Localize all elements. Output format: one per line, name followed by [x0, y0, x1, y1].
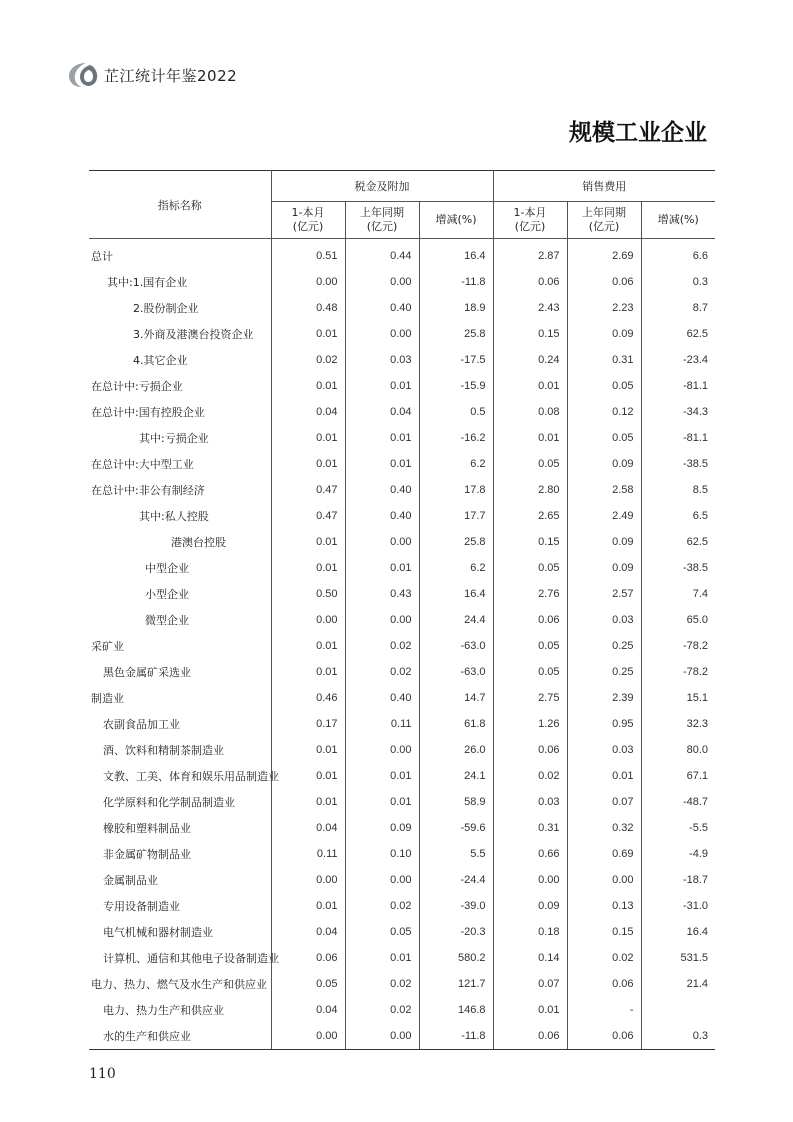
value-cell: 16.4 — [641, 919, 715, 945]
yearbook-logo-icon — [66, 60, 100, 90]
indicator-name: 农副食品加工业 — [103, 718, 180, 731]
value-cell: 0.48 — [271, 295, 345, 321]
value-cell: 0.02 — [345, 633, 419, 659]
value-cell: 0.01 — [493, 425, 567, 451]
value-cell: 0.07 — [567, 789, 641, 815]
table-row — [89, 347, 715, 373]
value-cell: 1.26 — [493, 711, 567, 737]
table-row — [89, 815, 715, 841]
value-cell: -59.6 — [419, 815, 493, 841]
value-cell: 0.01 — [271, 737, 345, 763]
value-cell: 0.01 — [345, 425, 419, 451]
value-cell: 0.05 — [493, 633, 567, 659]
column-header-line: 1-本月 — [291, 206, 325, 219]
value-cell: 17.7 — [419, 503, 493, 529]
table-row — [89, 399, 715, 425]
value-cell: 0.69 — [567, 841, 641, 867]
value-cell: 62.5 — [641, 529, 715, 555]
group-header-tax: 税金及附加 — [271, 171, 493, 202]
indicator-name: 橡胶和塑料制品业 — [103, 822, 191, 835]
indicator-name: 在总计中:亏损企业 — [91, 380, 183, 393]
indicator-name: 电气机械和器材制造业 — [103, 926, 213, 939]
indicator-name: 港澳台控股 — [171, 536, 226, 549]
value-cell: -38.5 — [641, 555, 715, 581]
value-cell: 0.32 — [567, 815, 641, 841]
table-row — [89, 239, 715, 270]
value-cell: 0.06 — [493, 1023, 567, 1050]
value-cell: 6.2 — [419, 555, 493, 581]
table-row — [89, 763, 715, 789]
indicator-name: 在总计中:大中型工业 — [91, 458, 194, 471]
value-cell: 2.57 — [567, 581, 641, 607]
value-cell: 0.10 — [345, 841, 419, 867]
value-cell: 0.13 — [567, 893, 641, 919]
value-cell: - — [567, 997, 641, 1023]
value-cell: 0.01 — [493, 997, 567, 1023]
table-row — [89, 919, 715, 945]
value-cell: -78.2 — [641, 659, 715, 685]
table-row — [89, 997, 715, 1023]
value-cell: 0.05 — [271, 971, 345, 997]
value-cell: 2.75 — [493, 685, 567, 711]
value-cell: -4.9 — [641, 841, 715, 867]
value-cell: 0.00 — [271, 269, 345, 295]
table-row — [89, 269, 715, 295]
value-cell: 0.05 — [567, 425, 641, 451]
value-cell: 0.01 — [271, 893, 345, 919]
table-row — [89, 659, 715, 685]
value-cell: 0.03 — [567, 607, 641, 633]
value-cell: 0.44 — [345, 239, 419, 270]
value-cell: -48.7 — [641, 789, 715, 815]
table-row — [89, 971, 715, 997]
value-cell: -78.2 — [641, 633, 715, 659]
value-cell: 0.06 — [493, 269, 567, 295]
value-cell: 0.01 — [271, 789, 345, 815]
section-title: 规模工业企业 — [569, 119, 707, 146]
column-header — [271, 202, 345, 239]
value-cell: 67.1 — [641, 763, 715, 789]
value-cell: 0.08 — [493, 399, 567, 425]
value-cell: 0.95 — [567, 711, 641, 737]
value-cell: 0.02 — [345, 997, 419, 1023]
value-cell: 0.01 — [271, 529, 345, 555]
value-cell: 0.15 — [567, 919, 641, 945]
value-cell: 6.6 — [641, 239, 715, 270]
value-cell: 0.40 — [345, 503, 419, 529]
value-cell: 2.39 — [567, 685, 641, 711]
value-cell: 0.43 — [345, 581, 419, 607]
value-cell: 2.69 — [567, 239, 641, 270]
column-header-line: (亿元) — [588, 220, 620, 233]
value-cell: -81.1 — [641, 373, 715, 399]
value-cell: -18.7 — [641, 867, 715, 893]
value-cell: 0.47 — [271, 503, 345, 529]
value-cell: 0.47 — [271, 477, 345, 503]
value-cell: 0.01 — [271, 633, 345, 659]
value-cell: 146.8 — [419, 997, 493, 1023]
value-cell: 25.8 — [419, 529, 493, 555]
indicator-name: 计算机、通信和其他电子设备制造业 — [103, 952, 279, 965]
value-cell: 0.40 — [345, 685, 419, 711]
book-title: 芷江统计年鉴2022 — [104, 66, 238, 85]
indicator-name: 3.外商及港澳台投资企业 — [133, 328, 254, 341]
value-cell: 8.5 — [641, 477, 715, 503]
indicator-name: 酒、饮料和精制茶制造业 — [103, 744, 224, 757]
value-cell: 18.9 — [419, 295, 493, 321]
value-cell: 0.02 — [567, 945, 641, 971]
value-cell: 0.05 — [493, 659, 567, 685]
value-cell: 0.02 — [493, 763, 567, 789]
statistics-table — [89, 170, 715, 1050]
column-header — [345, 202, 419, 239]
value-cell: 0.06 — [567, 1023, 641, 1050]
indicator-name: 其中:私人控股 — [139, 510, 209, 523]
column-header-line: 上年同期 — [582, 206, 627, 219]
value-cell: 16.4 — [419, 581, 493, 607]
value-cell: 0.25 — [567, 633, 641, 659]
page-number: 110 — [89, 1066, 116, 1082]
value-cell: 0.01 — [345, 789, 419, 815]
table-row — [89, 711, 715, 737]
value-cell: 0.07 — [493, 971, 567, 997]
value-cell: -38.5 — [641, 451, 715, 477]
value-cell: 6.5 — [641, 503, 715, 529]
column-header — [419, 202, 493, 239]
value-cell: 0.12 — [567, 399, 641, 425]
indicator-name: 微型企业 — [145, 614, 189, 627]
table-row — [89, 607, 715, 633]
table-row — [89, 789, 715, 815]
page-header — [66, 60, 237, 90]
table-row — [89, 841, 715, 867]
value-cell: 0.09 — [567, 529, 641, 555]
value-cell: 0.00 — [345, 1023, 419, 1050]
indicator-name: 采矿业 — [91, 640, 124, 653]
value-cell: 2.80 — [493, 477, 567, 503]
value-cell: 2.43 — [493, 295, 567, 321]
value-cell: -5.5 — [641, 815, 715, 841]
table-row — [89, 295, 715, 321]
value-cell: 2.76 — [493, 581, 567, 607]
value-cell: 0.04 — [271, 919, 345, 945]
table-row — [89, 321, 715, 347]
value-cell: 580.2 — [419, 945, 493, 971]
indicator-name: 2.股份制企业 — [133, 302, 199, 315]
indicator-name: 中型企业 — [145, 562, 189, 575]
value-cell: -31.0 — [641, 893, 715, 919]
value-cell: 0.66 — [493, 841, 567, 867]
column-header-line: 上年同期 — [360, 206, 404, 219]
value-cell: -11.8 — [419, 1023, 493, 1050]
value-cell: 0.15 — [493, 529, 567, 555]
value-cell: 16.4 — [419, 239, 493, 270]
value-cell: 15.1 — [641, 685, 715, 711]
value-cell: 0.02 — [345, 659, 419, 685]
indicator-name-header: 指标名称 — [89, 171, 271, 239]
value-cell: 14.7 — [419, 685, 493, 711]
value-cell: 58.9 — [419, 789, 493, 815]
value-cell: 0.09 — [567, 555, 641, 581]
indicator-name: 金属制品业 — [103, 874, 158, 887]
value-cell: 0.01 — [345, 945, 419, 971]
indicator-name: 专用设备制造业 — [103, 900, 180, 913]
value-cell: 0.31 — [567, 347, 641, 373]
value-cell: 2.49 — [567, 503, 641, 529]
value-cell: 0.00 — [493, 867, 567, 893]
value-cell: 0.11 — [345, 711, 419, 737]
value-cell: 62.5 — [641, 321, 715, 347]
value-cell: 0.00 — [345, 867, 419, 893]
table-row — [89, 373, 715, 399]
value-cell: 32.3 — [641, 711, 715, 737]
value-cell: 0.18 — [493, 919, 567, 945]
value-cell: 0.01 — [271, 555, 345, 581]
value-cell: 0.09 — [345, 815, 419, 841]
value-cell: 0.06 — [493, 737, 567, 763]
value-cell: 0.3 — [641, 269, 715, 295]
value-cell: 0.04 — [271, 815, 345, 841]
value-cell: 2.58 — [567, 477, 641, 503]
table-row — [89, 633, 715, 659]
value-cell: 0.15 — [493, 321, 567, 347]
value-cell: 0.17 — [271, 711, 345, 737]
table-row — [89, 685, 715, 711]
value-cell: -11.8 — [419, 269, 493, 295]
value-cell: 0.06 — [271, 945, 345, 971]
indicator-name: 水的生产和供应业 — [89, 1023, 271, 1050]
value-cell: 0.01 — [493, 373, 567, 399]
value-cell: 0.02 — [271, 347, 345, 373]
value-cell: 0.04 — [271, 997, 345, 1023]
value-cell: -34.3 — [641, 399, 715, 425]
value-cell: 0.01 — [345, 555, 419, 581]
value-cell: 8.7 — [641, 295, 715, 321]
table-row — [89, 581, 715, 607]
value-cell: -20.3 — [419, 919, 493, 945]
value-cell: 0.01 — [271, 425, 345, 451]
indicator-name: 化学原料和化学制品制造业 — [103, 796, 235, 809]
value-cell: 0.02 — [345, 971, 419, 997]
value-cell: 0.50 — [271, 581, 345, 607]
indicator-name: 非金属矿物制品业 — [103, 848, 191, 861]
value-cell: 0.00 — [345, 737, 419, 763]
value-cell: 0.14 — [493, 945, 567, 971]
value-cell: -15.9 — [419, 373, 493, 399]
value-cell: 0.31 — [493, 815, 567, 841]
value-cell: 0.25 — [567, 659, 641, 685]
value-cell: 2.87 — [493, 239, 567, 270]
table-row — [89, 737, 715, 763]
value-cell: 17.8 — [419, 477, 493, 503]
table-row — [89, 451, 715, 477]
value-cell: 0.06 — [567, 971, 641, 997]
value-cell: 0.01 — [271, 451, 345, 477]
value-cell: 0.01 — [271, 763, 345, 789]
indicator-name: 其中:亏损企业 — [139, 432, 209, 445]
value-cell: -81.1 — [641, 425, 715, 451]
value-cell: 0.09 — [567, 451, 641, 477]
value-cell: 0.04 — [271, 399, 345, 425]
table-row — [89, 1023, 715, 1050]
value-cell: 0.00 — [271, 1023, 345, 1050]
value-cell: 0.03 — [345, 347, 419, 373]
value-cell: 25.8 — [419, 321, 493, 347]
column-header — [493, 202, 567, 239]
value-cell: 21.4 — [641, 971, 715, 997]
value-cell: -63.0 — [419, 659, 493, 685]
value-cell: 0.00 — [345, 607, 419, 633]
value-cell: 0.40 — [345, 477, 419, 503]
value-cell: 0.00 — [345, 529, 419, 555]
value-cell: 0.01 — [271, 321, 345, 347]
column-header-line: (亿元) — [514, 220, 546, 233]
value-cell: 0.05 — [493, 555, 567, 581]
value-cell: -16.2 — [419, 425, 493, 451]
table-row — [89, 503, 715, 529]
value-cell: 0.00 — [567, 867, 641, 893]
indicator-name: 总计 — [91, 250, 113, 263]
value-cell — [641, 997, 715, 1023]
value-cell: 0.01 — [345, 763, 419, 789]
indicator-name: 黑色金属矿采选业 — [103, 666, 191, 679]
value-cell: 531.5 — [641, 945, 715, 971]
indicator-name: 4.其它企业 — [133, 354, 188, 367]
table-row — [89, 867, 715, 893]
value-cell: 26.0 — [419, 737, 493, 763]
value-cell: 0.40 — [345, 295, 419, 321]
value-cell: 0.05 — [493, 451, 567, 477]
table-row — [89, 425, 715, 451]
indicator-name: 电力、热力、燃气及水生产和供应业 — [91, 978, 267, 991]
value-cell: 0.05 — [345, 919, 419, 945]
value-cell: 2.23 — [567, 295, 641, 321]
column-header-line: (亿元) — [366, 220, 398, 233]
value-cell: 0.00 — [345, 269, 419, 295]
value-cell: 0.03 — [567, 737, 641, 763]
value-cell: 0.46 — [271, 685, 345, 711]
value-cell: -63.0 — [419, 633, 493, 659]
value-cell: 7.4 — [641, 581, 715, 607]
value-cell: -17.5 — [419, 347, 493, 373]
value-cell: 0.01 — [345, 451, 419, 477]
column-header — [567, 202, 641, 239]
value-cell: -39.0 — [419, 893, 493, 919]
value-cell: 0.00 — [271, 867, 345, 893]
value-cell: 0.01 — [567, 763, 641, 789]
indicator-name: 在总计中:国有控股企业 — [91, 406, 205, 419]
table-row — [89, 893, 715, 919]
value-cell: 0.00 — [271, 607, 345, 633]
value-cell: 0.09 — [493, 893, 567, 919]
value-cell: 61.8 — [419, 711, 493, 737]
value-cell: 0.01 — [345, 373, 419, 399]
column-header-line: 增减(%) — [435, 213, 477, 226]
table-row — [89, 945, 715, 971]
indicator-name: 其中:1.国有企业 — [107, 276, 188, 289]
column-header-line: 1-本月 — [513, 206, 547, 219]
indicator-name: 制造业 — [91, 692, 124, 705]
column-header — [641, 202, 715, 239]
column-header-line: (亿元) — [292, 220, 324, 233]
value-cell: 5.5 — [419, 841, 493, 867]
value-cell: 0.3 — [641, 1023, 715, 1050]
value-cell: 0.03 — [493, 789, 567, 815]
table-row — [89, 555, 715, 581]
value-cell: 0.11 — [271, 841, 345, 867]
table-row — [89, 477, 715, 503]
value-cell: 65.0 — [641, 607, 715, 633]
value-cell: 0.5 — [419, 399, 493, 425]
value-cell: 0.04 — [345, 399, 419, 425]
value-cell: 0.06 — [493, 607, 567, 633]
indicator-name: 在总计中:非公有制经济 — [91, 484, 205, 497]
value-cell: 0.05 — [567, 373, 641, 399]
value-cell: 80.0 — [641, 737, 715, 763]
value-cell: 0.02 — [345, 893, 419, 919]
value-cell: 0.51 — [271, 239, 345, 270]
value-cell: 24.4 — [419, 607, 493, 633]
group-header-sales-expense: 销售费用 — [493, 171, 715, 202]
indicator-name: 小型企业 — [145, 588, 189, 601]
value-cell: 6.2 — [419, 451, 493, 477]
value-cell: 24.1 — [419, 763, 493, 789]
value-cell: 0.09 — [567, 321, 641, 347]
value-cell: 0.01 — [271, 373, 345, 399]
table-row — [89, 529, 715, 555]
value-cell: 0.01 — [271, 659, 345, 685]
column-header-line: 增减(%) — [657, 213, 699, 226]
value-cell: -23.4 — [641, 347, 715, 373]
value-cell: 2.65 — [493, 503, 567, 529]
value-cell: 121.7 — [419, 971, 493, 997]
indicator-name: 电力、热力生产和供应业 — [103, 1004, 224, 1017]
value-cell: 0.06 — [567, 269, 641, 295]
value-cell: 0.00 — [345, 321, 419, 347]
value-cell: -24.4 — [419, 867, 493, 893]
value-cell: 0.24 — [493, 347, 567, 373]
indicator-name: 文教、工美、体育和娱乐用品制造业 — [103, 770, 279, 783]
